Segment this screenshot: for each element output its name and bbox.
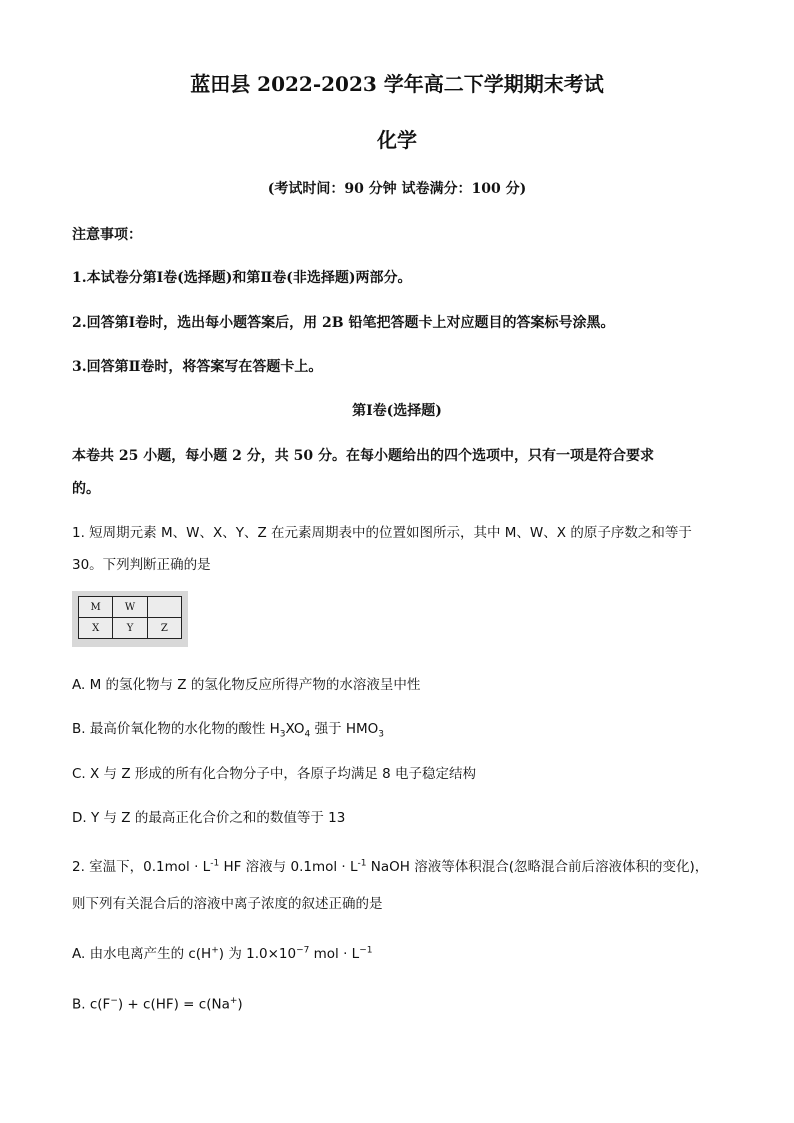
periodic-table-row — [79, 597, 182, 618]
q2-stem-line2: 则下列有关混合后的溶液中离子浓度的叙述正确的是 — [72, 896, 383, 912]
q1-option-d: D. Y 与 Z 的最高正化合价之和的数值等于 13 — [72, 810, 346, 826]
superscript: −7 — [296, 945, 310, 956]
q2-stem-text: NaOH 溶液等体积混合(忽略混合前后溶液体积的变化)， — [366, 859, 709, 875]
q2-option-b — [72, 996, 243, 1013]
q2-option-b-text: B. c(F — [72, 996, 111, 1013]
periodic-table-grid — [78, 596, 182, 639]
option-b-text: B. 最高价氧化物的水化物的酸性 H — [72, 721, 280, 737]
q2-stem-text: 2. 室温下，0.1mol · L — [72, 859, 211, 875]
periodic-table-figure — [72, 591, 188, 647]
subject-title: 化学 — [377, 128, 417, 152]
q1-option-b — [72, 717, 384, 740]
superscript: + — [229, 996, 238, 1006]
section-intro-line1: 本卷共 25 小题，每小题 2 分，共 50 分。在每小题给出的四个选项中，只有一项是符合要求 — [72, 448, 654, 464]
notice-item-1: 1.本试卷分第Ⅰ卷(选择题)和第Ⅱ卷(非选择题)两部分。 — [72, 270, 412, 286]
periodic-cell — [147, 597, 181, 618]
periodic-cell: M — [79, 597, 113, 618]
superscript: − — [110, 996, 118, 1006]
periodic-cell: W — [113, 597, 147, 618]
q2-option-a-text: ) 为 1.0×10 — [218, 946, 297, 962]
q2-option-b-text: ) — [237, 996, 243, 1013]
q1-option-c: C. X 与 Z 形成的所有化合物分子中，各原子均满足 8 电子稳定结构 — [72, 766, 477, 782]
section-intro-line2: 的。 — [72, 481, 100, 497]
exam-info: (考试时间：90 分钟 试卷满分：100 分) — [267, 181, 527, 197]
subscript: 3 — [378, 729, 385, 740]
q2-stem-line1 — [72, 855, 708, 875]
q2-option-b-text: ) + c(HF) = c(Na — [117, 996, 230, 1013]
periodic-cell: Y — [113, 618, 147, 639]
subscript: 4 — [304, 729, 311, 740]
periodic-table-row — [79, 618, 182, 639]
superscript: -1 — [210, 858, 220, 869]
q2-stem-text: HF 溶液与 0.1mol · L — [219, 859, 358, 875]
subscript: 3 — [279, 729, 286, 740]
notice-item-3: 3.回答第Ⅱ卷时，将答案写在答题卡上。 — [72, 359, 323, 375]
q1-stem-line2: 30。下列判断正确的是 — [72, 557, 211, 573]
option-b-text: XO — [285, 721, 305, 737]
superscript: −1 — [359, 945, 373, 956]
q2-option-a — [72, 942, 373, 962]
option-b-text: 强于 HMO — [310, 721, 379, 737]
section-title: 第Ⅰ卷(选择题) — [352, 403, 442, 419]
superscript: + — [211, 945, 219, 956]
exam-title: 蓝田县 2022-2023 学年高二下学期期末考试 — [190, 72, 604, 96]
q1-stem-line1: 1. 短周期元素 M、W、X、Y、Z 在元素周期表中的位置如图所示，其中 M、W、X 的原子序数之和等于 — [72, 525, 692, 541]
q1-option-a: A. M 的氢化物与 Z 的氢化物反应所得产物的水溶液呈中性 — [72, 677, 421, 693]
superscript: -1 — [357, 858, 367, 869]
q2-option-a-text: mol · L — [309, 946, 360, 962]
q2-option-a-text: A. 由水电离产生的 c(H — [72, 946, 212, 962]
notice-item-2: 2.回答第Ⅰ卷时，选出每小题答案后，用 2B 铅笔把答题卡上对应题目的答案标号涂黑。 — [72, 315, 615, 331]
periodic-cell: Z — [147, 618, 181, 639]
periodic-cell: X — [79, 618, 113, 639]
notice-heading: 注意事项： — [72, 227, 142, 243]
